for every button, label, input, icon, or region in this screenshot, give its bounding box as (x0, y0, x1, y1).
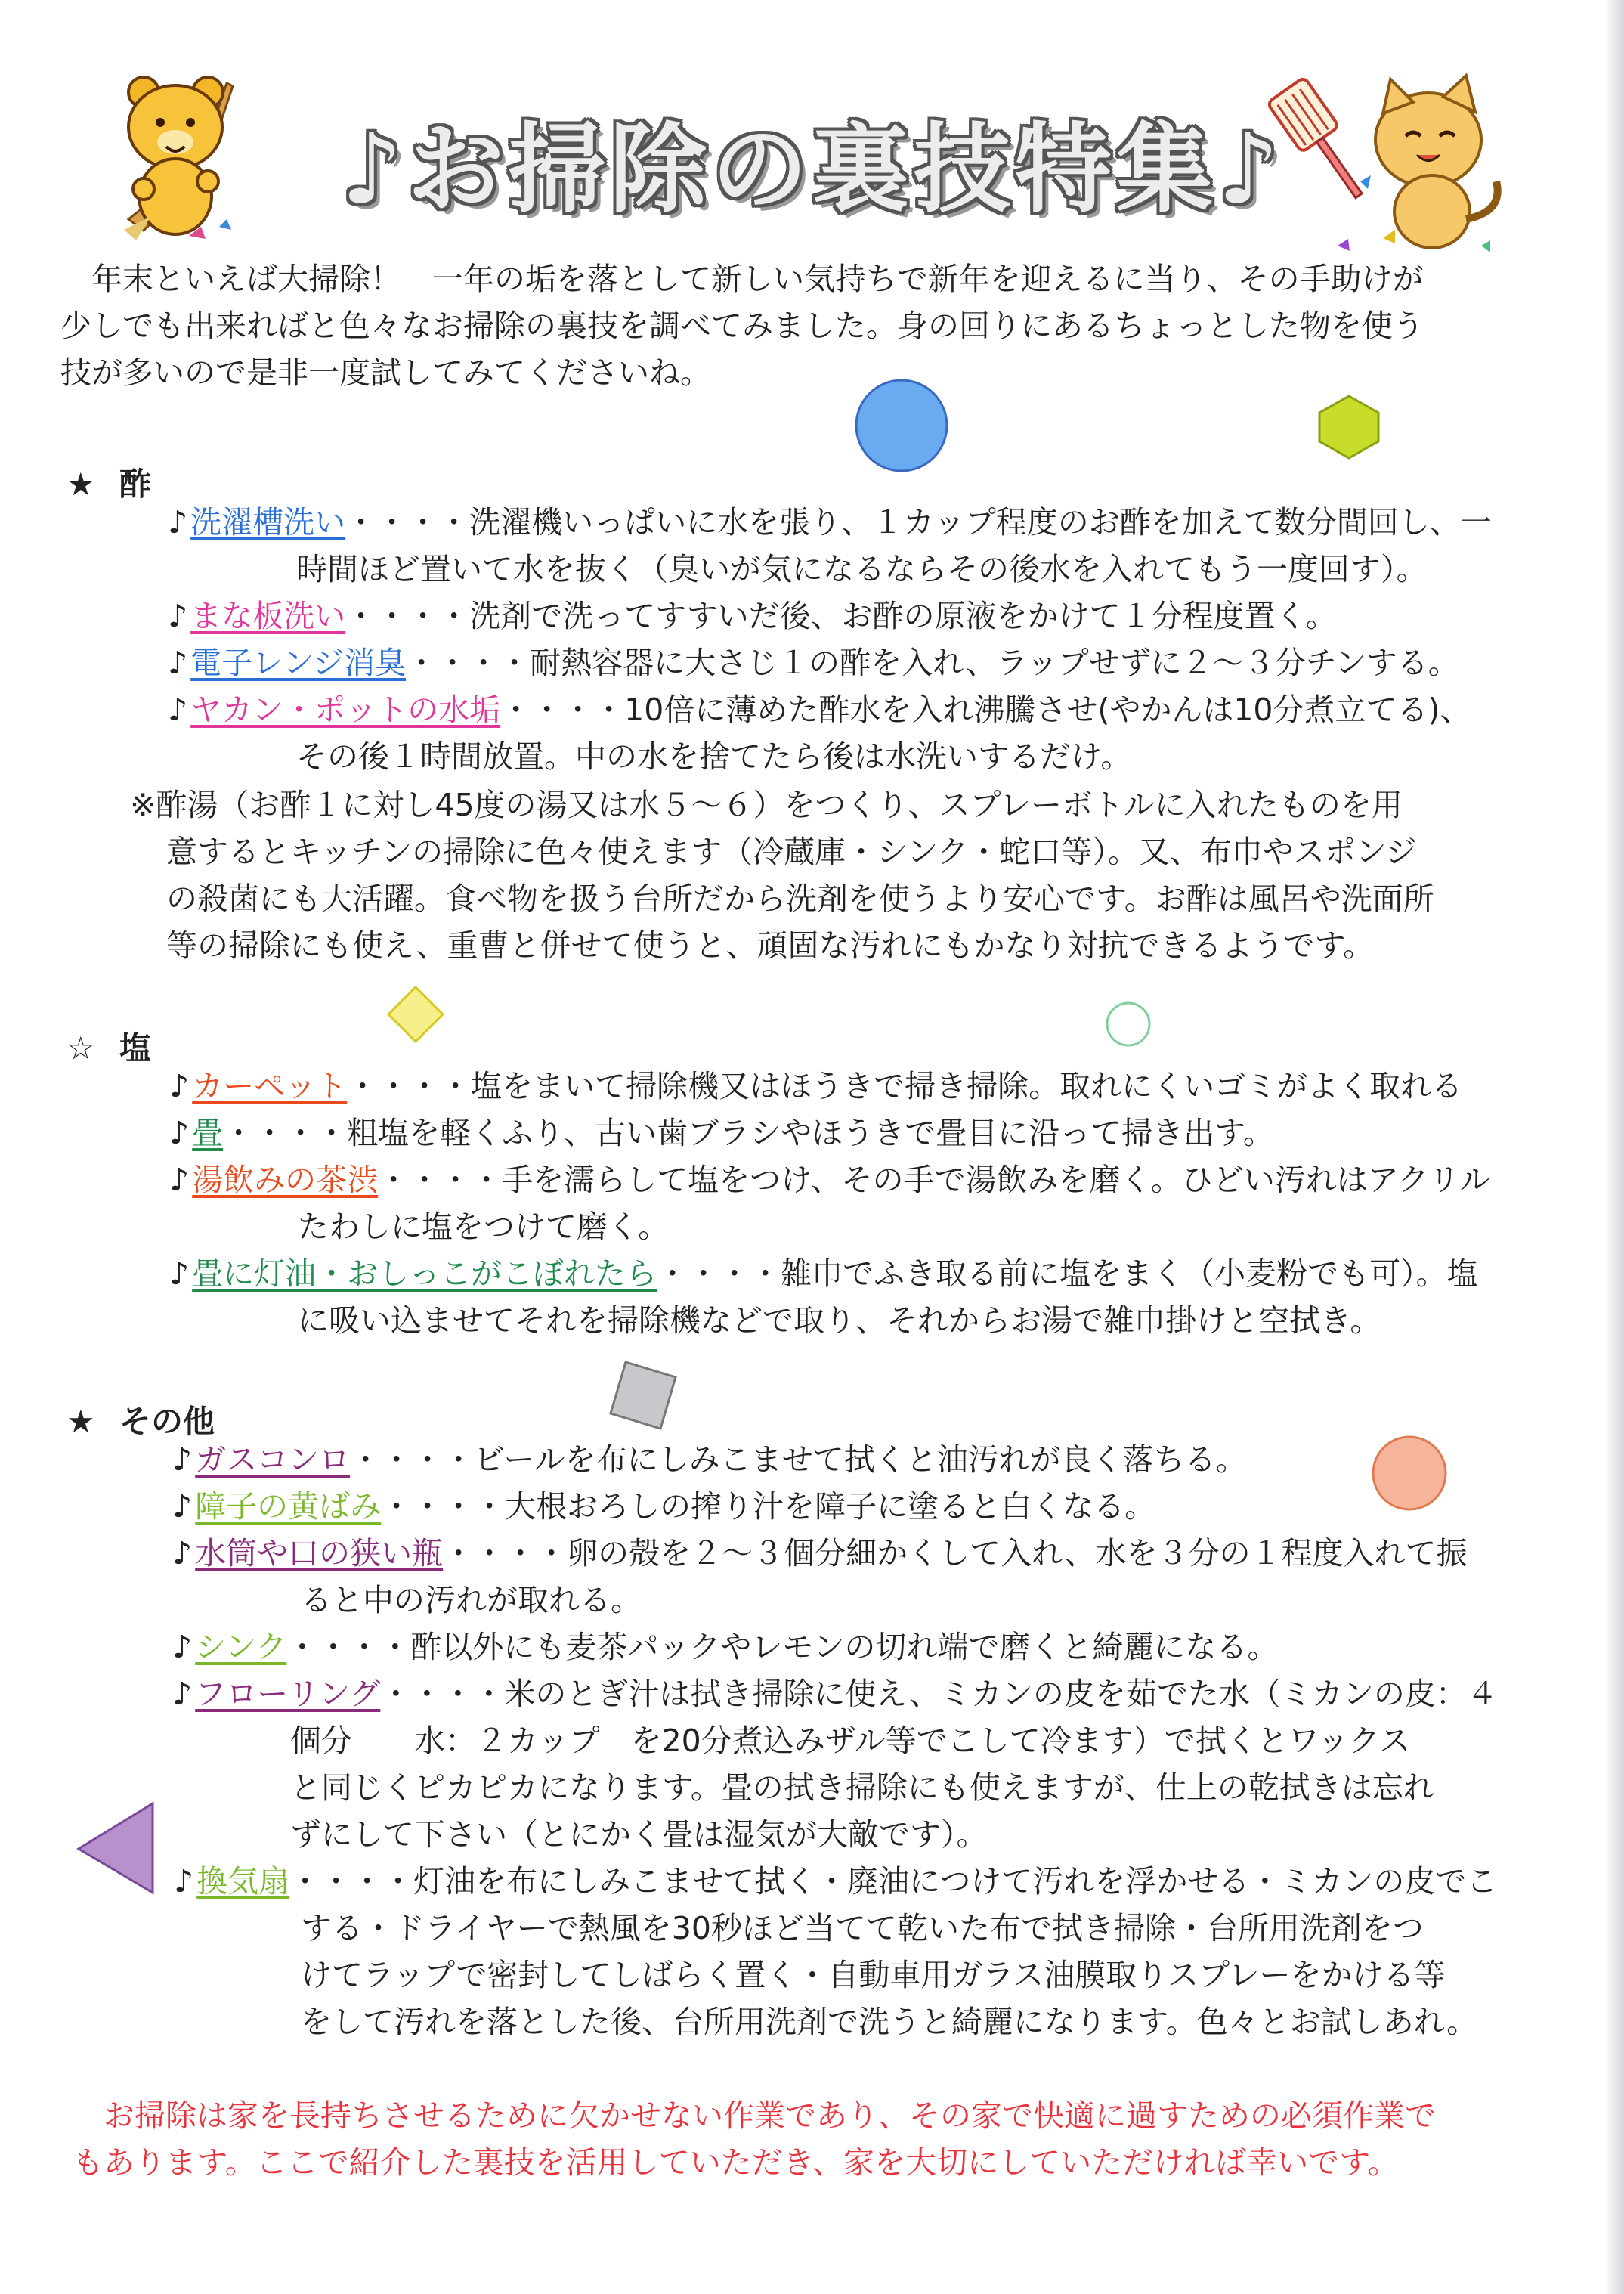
tip-text: に吸い込ませてそれを掃除機などで取り、それからお湯で雑巾掛けと空拭き。 (298, 1302, 1381, 1339)
vinegar-note (130, 782, 1434, 969)
bear-mascot-icon (113, 68, 242, 242)
tip-text: たわしに塩をつけて磨く。 (298, 1209, 670, 1245)
music-note-icon: ♪ (172, 1535, 193, 1571)
section-heading-label: 塩 (119, 1029, 152, 1067)
tip-text: ・・・・粗塩を軽くふり、古い歯ブラシやほうきで畳目に沿って掃き出す。 (223, 1115, 1274, 1151)
tip-item (169, 1063, 1462, 1110)
tip-item (169, 1110, 1274, 1156)
tip-name: 換気扇 (196, 1863, 290, 1899)
note-line: の殺菌にも大活躍。食べ物を扱う台所だから洗剤を使うより安心です。お酢は風呂や洗面所 (166, 881, 1434, 917)
tip-item (174, 1858, 1497, 2045)
note-line: ※酢湯（お酢１に対し45度の湯又は水５～６）をつくり、スプレーボトルに入れたものを用 (130, 787, 1403, 823)
tip-text: ・・・・大根おろしの搾り汁を障子に塗ると白くなる。 (381, 1488, 1156, 1525)
green-circle-icon (1103, 999, 1153, 1049)
tip-name: 湯飲みの茶渋 (192, 1162, 379, 1198)
tip-name: 畳に灯油・おしっこがこぼれたら (192, 1255, 657, 1292)
tip-item (172, 1624, 1278, 1670)
tip-text: ・・・・ビールを布にしみこませて拭くと油汚れが良く落ちる。 (350, 1441, 1247, 1478)
tip-item (172, 1670, 1498, 1858)
music-note-icon: ♪ (168, 645, 188, 681)
gray-square-icon (605, 1358, 680, 1433)
tip-item (168, 686, 1471, 780)
note-line: 等の掃除にも使え、重曹と併せて使うと、頑固な汚れにもかなり対抗できるようです。 (166, 927, 1375, 964)
tip-item (168, 593, 1337, 639)
tip-text: をして汚れを落とした後、台所用洗剤で洗うと綺麗になります。色々とお試しあれ。 (301, 2004, 1478, 2040)
music-note-icon: ♪ (172, 1488, 193, 1525)
tip-item (172, 1530, 1468, 1624)
tip-text: ・・・・卵の殻を２～３個分細かくして入れ、水を３分の１程度入れて振 (443, 1535, 1468, 1571)
tip-name: シンク (195, 1629, 287, 1665)
tip-item (168, 499, 1492, 593)
note-line: 意するとキッチンの掃除に色々使えます（冷蔵庫・シンク・蛇口等）。又、布巾やスポンジ (166, 834, 1417, 870)
music-note-icon: ♪ (174, 1863, 194, 1899)
tip-text: ・・・・洗剤で洗ってすすいだ後、お酢の原液をかけて１分程度置く。 (345, 598, 1337, 634)
intro-line: 少しでも出来ればと色々なお掃除の裏技を調べてみました。身の回りにあるちょっとした物を使う (60, 308, 1424, 344)
star-icon: ★ (67, 466, 95, 503)
tip-name: 障子の黄ばみ (195, 1488, 382, 1525)
tip-text: その後１時間放置。中の水を捨てたら後は水洗いするだけ。 (296, 738, 1132, 775)
music-note-icon: ♪ (172, 1441, 193, 1478)
section-heading-label: 酢 (119, 466, 152, 503)
section-heading-label: その他 (119, 1403, 215, 1440)
music-note-icon: ♪ (168, 692, 188, 728)
tip-text: と同じくピカピカになります。畳の拭き掃除にも使えますが、仕上の乾拭きは忘れ (290, 1769, 1434, 1806)
tip-item (169, 1156, 1490, 1250)
tip-item (172, 1436, 1247, 1483)
music-note-icon: ♪ (172, 1676, 193, 1712)
tip-name: まな板洗い (190, 598, 346, 634)
tip-text: ると中の汚れが取れる。 (301, 1582, 642, 1618)
tip-text: ・・・・酢以外にも麦茶パックやレモンの切れ端で磨くと綺麗になる。 (286, 1629, 1279, 1665)
tip-text: 時間ほど置いて水を抜く（臭いが気になるならその後水を入れてもう一度回す）。 (296, 551, 1428, 587)
tip-text: ・・・・雑巾でふき取る前に塩をまく（小麦粉でも可）。塩 (657, 1255, 1478, 1292)
tip-item (172, 1483, 1155, 1530)
star-icon: ★ (67, 1403, 95, 1440)
tip-text: ・・・・灯油を布にしみこませて拭く・廃油につけて汚れを浮かせる・ミカンの皮でこ (289, 1863, 1498, 1899)
intro-line: 技が多いので是非一度試してみてくださいね。 (60, 354, 711, 391)
tip-name: カーペット (192, 1068, 348, 1104)
section-heading-salt (67, 1023, 151, 1069)
music-note-icon: ♪ (168, 504, 188, 540)
tip-text: ・・・・米のとぎ汁は拭き掃除に使え、ミカンの皮を茹でた水（ミカンの皮：４ (380, 1676, 1498, 1712)
tip-name: ヤカン・ポットの水垢 (190, 692, 501, 728)
page-title: ♪お掃除の裏技特集♪ (341, 113, 1284, 226)
tip-text: する・ドライヤーで熱風を30秒ほど当てて乾いた布で拭き掃除・台所用洗剤をつ (301, 1910, 1424, 1946)
tip-text: けてラップで密封してしばらく置く・自動車用ガラス油膜取りスプレーをかける等 (301, 1957, 1446, 1993)
yellow-diamond-icon (384, 983, 447, 1046)
section-heading-other (67, 1397, 215, 1442)
tip-text: ・・・・塩をまいて掃除機又はほうきで掃き掃除。取れにくいゴミがよく取れる (347, 1068, 1463, 1104)
tip-name: 洗濯槽洗い (190, 504, 346, 540)
star-outline-icon: ☆ (67, 1029, 95, 1067)
tip-text: ・・・・手を濡らして塩をつけ、その手で湯飲みを磨く。ひどい汚れはアクリル (378, 1162, 1491, 1198)
closing-paragraph (73, 2092, 1436, 2186)
purple-triangle-icon (74, 1799, 159, 1897)
tip-text: 個分 水：２カップ を20分煮込みザル等でこして冷ます）で拭くとワックス (290, 1723, 1411, 1759)
tip-text: ・・・・洗濯機いっぱいに水を張り、１カップ程度のお酢を加えて数分間回し、一 (345, 504, 1492, 540)
tip-name: 電子レンジ消臭 (190, 645, 407, 681)
tip-name: フローリング (195, 1676, 381, 1712)
section-heading-vinegar (67, 460, 151, 505)
music-note-icon: ♪ (169, 1162, 190, 1198)
music-note-icon: ♪ (169, 1068, 190, 1104)
tip-name: 畳 (192, 1115, 224, 1151)
tip-item (168, 639, 1459, 686)
closing-line: お掃除は家を長持ちさせるために欠かせない作業であり、その家で快適に過すための必須作業で (73, 2097, 1436, 2134)
music-note-icon: ♪ (172, 1629, 193, 1665)
tip-name: 水筒や口の狭い瓶 (195, 1535, 444, 1571)
tip-name: ガスコンロ (195, 1441, 351, 1478)
scan-edge (1604, 0, 1624, 2294)
tip-text: ずにして下さい（とにかく畳は湿気が大敵です）。 (290, 1816, 988, 1853)
tip-item (169, 1250, 1478, 1344)
yellow-hexagon-icon (1315, 393, 1383, 461)
tip-text: ・・・・10倍に薄めた酢水を入れ沸騰させ(やかんは10分煮立てる)、 (500, 692, 1471, 728)
music-note-icon: ♪ (169, 1255, 190, 1292)
tip-text: ・・・・耐熱容器に大さじ１の酢を入れ、ラップせずに２～３分チンする。 (406, 645, 1459, 681)
music-note-icon: ♪ (169, 1115, 190, 1151)
music-note-icon: ♪ (168, 598, 188, 634)
intro-paragraph (60, 255, 1424, 396)
closing-line: もあります。ここで紹介した裏技を活用していただき、家を大切にしていただければ幸いです。 (73, 2144, 1399, 2181)
orange-circle-icon (1369, 1433, 1449, 1513)
intro-line: 年末といえば大掃除！ 一年の垢を落として新しい気持ちで新年を迎えるに当り、その手助けが (60, 261, 1424, 297)
